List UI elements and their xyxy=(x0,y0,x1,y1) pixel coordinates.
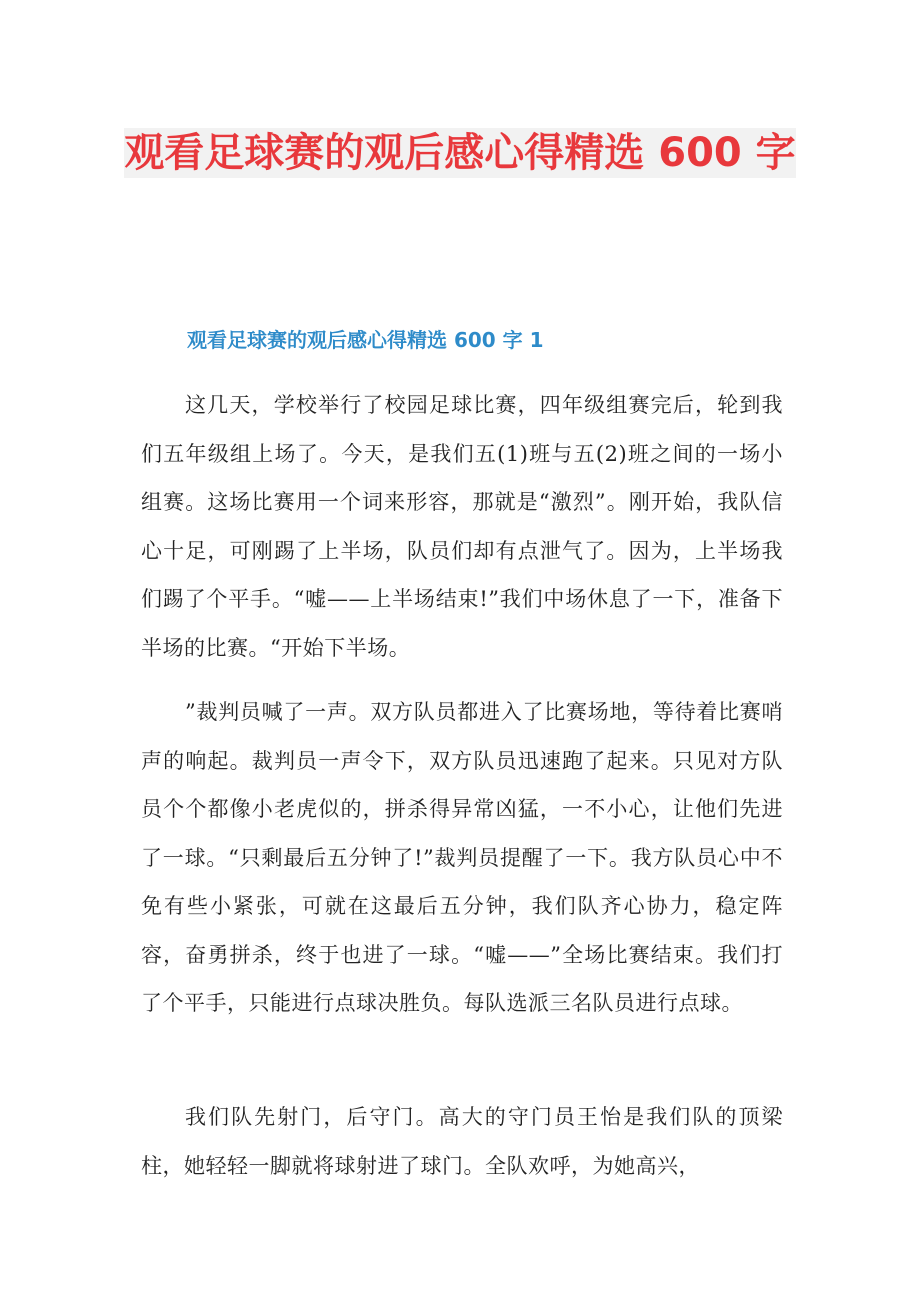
paragraph-3: 我们队先射门，后守门。高大的守门员王怡是我们队的顶梁柱，她轻轻一脚就将球射进了球门。全队欢呼，为她高兴， xyxy=(141,1105,783,1178)
document-title-text: 观看足球赛的观后感心得精选 600 字 xyxy=(124,130,796,176)
paragraph-2: ”裁判员喊了一声。双方队员都进入了比赛场地，等待着比赛哨声的响起。裁判员一声令下，双方队员迅速跑了起来。只见对方队员个个都像小老虎似的，拼杀得异常凶猛，一不小心，让他们先进了一球。“只剩最后五分钟了!”裁判员提醒了一下。我方队员心中不免有些小紧张，可就在这最后五分钟，我们队齐心协力，稳定阵容，奋勇拼杀，终于也进了一球。“嘘——”全场比赛结束。我们打了个平手，只能进行点球决胜负。每队选派三名队员进行点球。 xyxy=(141,700,783,1015)
paragraph-1: 这几天，学校举行了校园足球比赛，四年级组赛完后，轮到我们五年级组上场了。今天，是我们五(1)班与五(2)班之间的一场小组赛。这场比赛用一个词来形容，那就是“激烈”。刚开始，我队信心十足，可刚踢了上半场，队员们却有点泄气了。因为，上半场我们踢了个平手。“嘘——上半场结束!”我们中场休息了一下，准备下半场的比赛。“开始下半场。 xyxy=(141,393,783,660)
document-title xyxy=(120,118,800,188)
section-heading: 观看足球赛的观后感心得精选 600 字 1 xyxy=(187,328,544,352)
